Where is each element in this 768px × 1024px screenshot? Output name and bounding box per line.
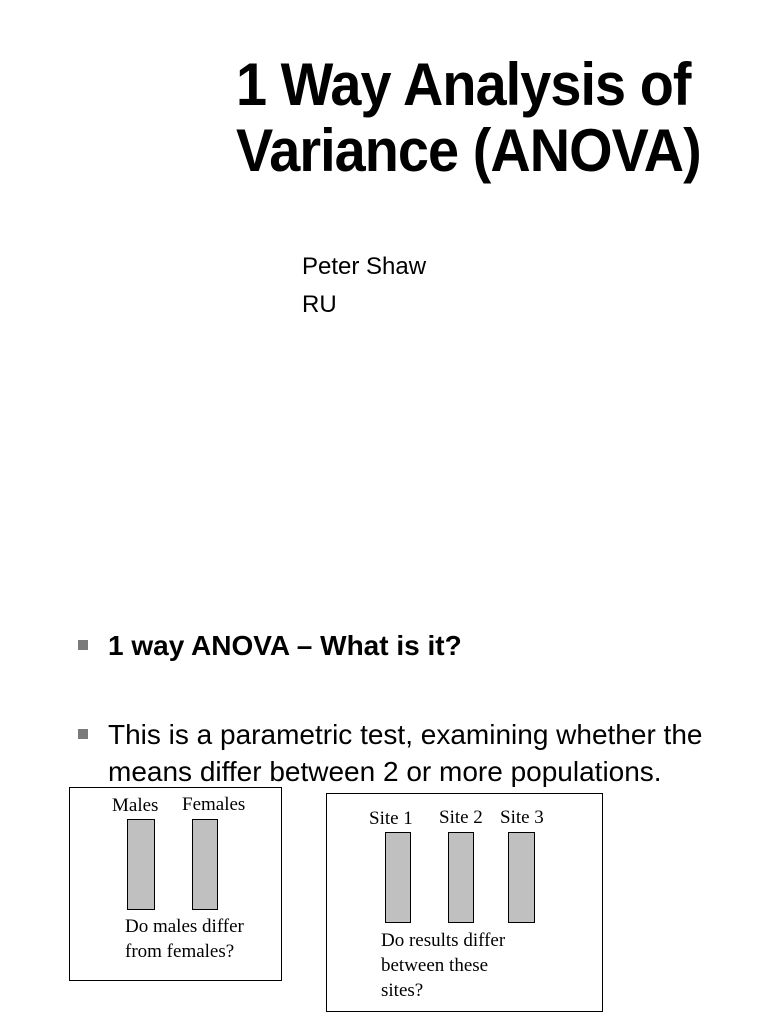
site-2-bar (448, 832, 474, 923)
site-1-bar (385, 832, 411, 923)
figure-question: Do results differ between these sites? (381, 930, 506, 1001)
bullet-text: 1 way ANOVA – What is it? (108, 630, 462, 661)
author-block (302, 248, 426, 324)
slide-title (236, 52, 720, 184)
figure-label-site-1: Site 1 (369, 808, 413, 829)
figure-label-site-3: Site 3 (500, 807, 544, 828)
males-bar (127, 819, 155, 910)
sites-figure (326, 793, 603, 1012)
figure-question: Do males differ from females? (125, 916, 244, 962)
figure-label-females: Females (182, 794, 246, 815)
bullet-item (78, 716, 758, 790)
title-line-1: 1 Way Analysis of (236, 51, 691, 118)
site-3-bar (508, 832, 535, 923)
males-females-figure (69, 787, 282, 981)
square-bullet-icon (78, 640, 88, 650)
bullet-list (78, 627, 758, 790)
square-bullet-icon (78, 729, 88, 739)
bullet-item (78, 627, 758, 664)
females-bar (192, 819, 218, 910)
author-name: Peter Shaw (302, 253, 427, 280)
title-line-2: Variance (ANOVA) (236, 117, 701, 184)
figure-label-males: Males (112, 795, 159, 816)
author-affiliation: RU (302, 291, 337, 318)
bullet-text: This is a parametric test, examining whether the means differ between 2 or more populations. (108, 719, 703, 787)
figure-label-site-2: Site 2 (439, 807, 483, 828)
